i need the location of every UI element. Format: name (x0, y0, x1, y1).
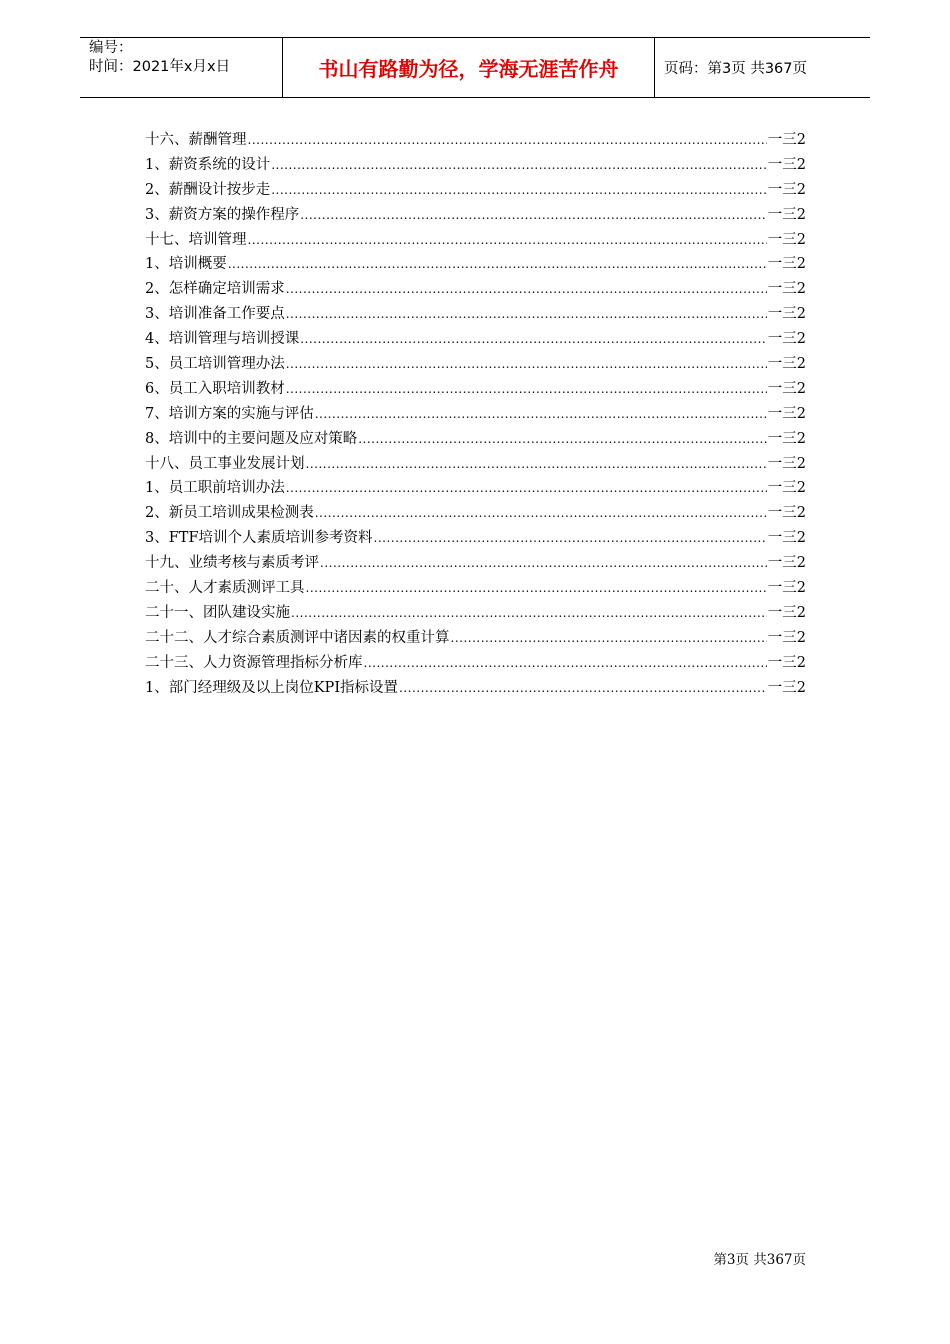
toc-entry-page: 一三2 (767, 132, 806, 148)
header-page-info: 页码：第3页 共367页 (664, 61, 808, 77)
toc-entry[interactable] (145, 427, 806, 452)
toc-leader-dots (286, 377, 767, 402)
toc-entry-label: 6、员工入职培训教材 (145, 380, 285, 397)
toc-leader-dots (306, 576, 767, 601)
toc-entry-label: 十六、薪酬管理 (145, 132, 247, 148)
toc-entry-label: 1、培训概要 (145, 256, 227, 273)
toc-entry-page: 一三2 (767, 405, 806, 422)
toc-entry-label: 7、培训方案的实施与评估 (145, 405, 314, 422)
toc-leader-dots (374, 526, 767, 551)
toc-entry[interactable] (145, 277, 806, 302)
toc-entry[interactable] (145, 302, 806, 327)
toc-entry-page: 一三2 (767, 356, 806, 373)
toc-entry[interactable] (145, 377, 806, 402)
toc-entry-label: 1、部门经理级及以上岗位KPI指标设置 (145, 679, 399, 696)
toc-entry-label: 十七、培训管理 (145, 231, 247, 248)
toc-leader-dots (300, 203, 767, 228)
toc-entry[interactable] (145, 651, 806, 676)
toc-leader-dots (271, 153, 767, 178)
toc-entry[interactable] (145, 676, 806, 701)
toc-leader-dots (286, 352, 767, 377)
toc-entry-page: 一三2 (767, 629, 806, 646)
toc-entry-page: 一三2 (767, 580, 806, 597)
toc-entry-page: 一三2 (767, 604, 806, 621)
toc-leader-dots (399, 676, 767, 701)
toc-entry-page: 一三2 (767, 380, 806, 397)
toc-leader-dots (300, 327, 767, 352)
toc-entry-label: 十八、员工事业发展计划 (145, 455, 305, 472)
toc-entry[interactable] (145, 526, 806, 551)
toc-entry-label: 二十、人才素质测评工具 (145, 580, 305, 597)
toc-entry-label: 8、培训中的主要问题及应对策略 (145, 430, 358, 447)
toc-entry-label: 3、FTF培训个人素质培训参考资料 (145, 530, 373, 547)
toc-entry-page: 一三2 (767, 206, 806, 223)
number-label: 编号： (89, 40, 133, 56)
toc-leader-dots (228, 252, 767, 277)
toc-entry-page: 一三2 (767, 256, 806, 273)
toc-leader-dots (451, 626, 767, 651)
toc-entry[interactable] (145, 327, 806, 352)
toc-leader-dots (364, 651, 767, 676)
toc-entry-page: 一三2 (767, 505, 806, 522)
toc-entry-page: 一三2 (767, 231, 806, 248)
toc-entry[interactable] (145, 128, 806, 153)
toc-entry[interactable] (145, 576, 806, 601)
toc-entry-label: 4、培训管理与培训授课 (145, 331, 300, 348)
toc-entry-label: 3、薪资方案的操作程序 (145, 206, 300, 223)
toc-leader-dots (315, 501, 767, 526)
toc-entry-label: 2、薪酬设计按步走 (145, 181, 271, 198)
toc-entry[interactable] (145, 452, 806, 477)
toc-entry-label: 3、培训准备工作要点 (145, 306, 285, 323)
toc-entry-page: 一三2 (767, 306, 806, 323)
toc-entry-label: 十九、业绩考核与素质考评 (145, 555, 319, 572)
toc-entry-page: 一三2 (767, 555, 806, 572)
time-label: 时间：2021年x月x日 (89, 59, 231, 75)
toc-entry[interactable] (145, 228, 806, 253)
toc-leader-dots (248, 128, 767, 153)
toc-entry-page: 一三2 (767, 430, 806, 447)
toc-entry-label: 1、员工职前培训办法 (145, 480, 285, 497)
toc-leader-dots (286, 277, 767, 302)
toc-entry-page: 一三2 (767, 181, 806, 198)
toc-entry-page: 一三2 (767, 679, 806, 696)
toc-entry-label: 二十二、人才综合素质测评中诸因素的权重计算 (145, 629, 450, 646)
header-motto: 书山有路勤为径，学海无涯苦作舟 (282, 38, 655, 97)
toc-leader-dots (358, 427, 767, 452)
toc-entry-page: 一三2 (767, 480, 806, 497)
toc-entry-label: 二十一、团队建设实施 (145, 604, 290, 621)
toc-entry[interactable] (145, 501, 806, 526)
toc-leader-dots (286, 476, 767, 501)
toc-leader-dots (315, 402, 767, 427)
toc-entry-page: 一三2 (767, 331, 806, 348)
toc-entry-page: 一三2 (767, 455, 806, 472)
toc-entry[interactable] (145, 601, 806, 626)
toc-entry-page: 一三2 (767, 156, 806, 173)
toc-leader-dots (248, 228, 767, 253)
table-of-contents (145, 128, 806, 700)
toc-entry[interactable] (145, 551, 806, 576)
toc-leader-dots (320, 551, 767, 576)
footer-page-number: 第3页 共367页 (713, 1252, 806, 1268)
page-header (80, 37, 870, 98)
toc-entry-page: 一三2 (767, 654, 806, 671)
toc-leader-dots (286, 302, 767, 327)
toc-entry[interactable] (145, 252, 806, 277)
toc-entry-label: 2、怎样确定培训需求 (145, 281, 285, 298)
toc-entry[interactable] (145, 402, 806, 427)
toc-entry[interactable] (145, 178, 806, 203)
toc-leader-dots (306, 452, 767, 477)
toc-entry-label: 5、员工培训管理办法 (145, 356, 285, 373)
toc-entry[interactable] (145, 476, 806, 501)
toc-entry-page: 一三2 (767, 281, 806, 298)
toc-entry[interactable] (145, 352, 806, 377)
header-meta (80, 38, 282, 97)
toc-entry-label: 二十三、人力资源管理指标分析库 (145, 654, 363, 671)
toc-entry[interactable] (145, 203, 806, 228)
toc-entry-label: 1、薪资系统的设计 (145, 156, 271, 173)
toc-entry[interactable] (145, 626, 806, 651)
toc-entry-label: 2、新员工培训成果检测表 (145, 505, 314, 522)
toc-entry-page: 一三2 (767, 530, 806, 547)
toc-leader-dots (271, 178, 767, 203)
toc-leader-dots (291, 601, 767, 626)
toc-entry[interactable] (145, 153, 806, 178)
